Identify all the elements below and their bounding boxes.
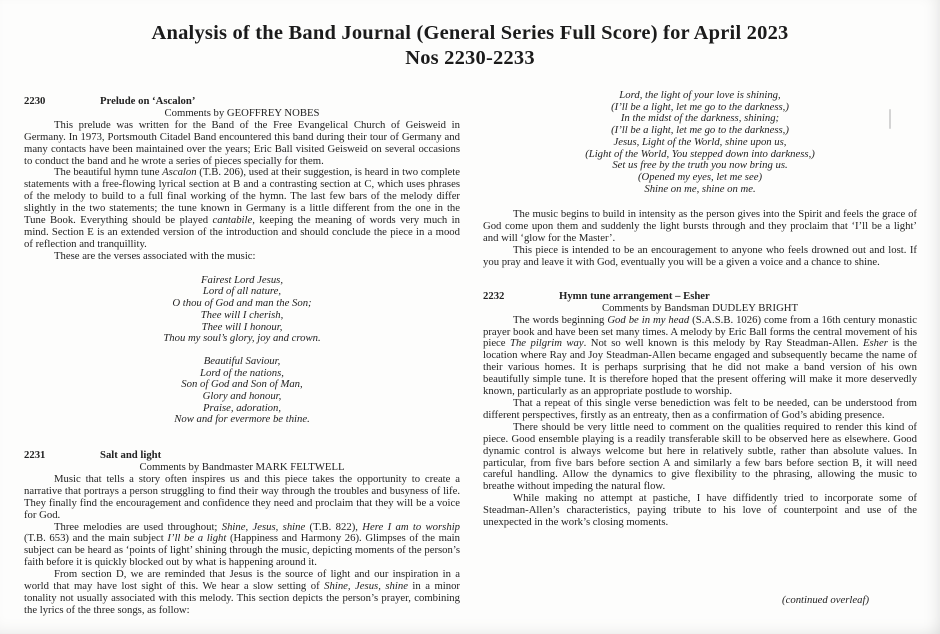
verse-line: In the midst of the darkness, shining;	[620, 112, 780, 125]
column-left	[24, 96, 460, 617]
verse-block-beautiful-saviour	[24, 356, 460, 426]
text-run: Esher	[862, 337, 888, 350]
verse-line: (I’ll be a light, let me go to the darkness,)	[611, 100, 789, 113]
text-run: (T.B. 206), used at their suggestion, is heard in two complete statements with a free-flowing lyrical section at B and a contrasting section at C, which uses phrases of the melody to build to a full final working of the hymn. The last few bars of the melody differ slightly in the two statements; the tune known in Germany is a little different from the one in the Tune Book. Everything should be played	[24, 166, 460, 227]
paragraph	[483, 493, 917, 529]
section-2232-number: 2232	[483, 289, 505, 302]
paragraph	[24, 251, 460, 263]
text-run: (T.B. 653) and the main subject	[24, 532, 168, 545]
text-run: Shine, Jesus, shine	[221, 520, 306, 533]
verse-line: Thee will I cherish,	[200, 308, 284, 321]
verse-line: Jesus, Light of the World, shine upon us,	[613, 135, 787, 148]
paragraph	[483, 422, 917, 493]
text-run: The words beginning	[513, 313, 608, 326]
title-line-1: Analysis of the Band Journal (General Series Full Score) for April 2023	[151, 22, 789, 44]
section-2230-byline: Comments by GEOFFREY NOBES	[164, 106, 320, 119]
section-2232-title: Hymn tune arrangement – Esher	[559, 289, 710, 302]
verse-block-fairest-lord-jesus	[24, 275, 460, 345]
verse-line: (Opened my eyes, let me see)	[637, 170, 763, 183]
verse-line: Shine on me, shine on me.	[644, 182, 756, 195]
section-2230-number: 2230	[24, 95, 46, 107]
paragraph	[24, 474, 460, 522]
text-run: in a minor tonality not usually associated with this melody. This section depicts the person’s prayer, combining the lyrics of the three songs, as follow:	[24, 580, 460, 616]
text-run: There should be very little need to comment on the qualities required to render this kind of piece. Good ensemble playing is a readily transferable skill to be observed here as elsewhere. Good dynamic control is always welcome but here in relatively subtle, rather than absolute values. In particular, from five bars before section A and similarly a few bars before section B, it will need careful handling. Allow the dynamics to give flexibility to the phrasing, allowing the music to breathe without impeding the natural flow.	[483, 420, 917, 493]
paragraph	[483, 209, 917, 245]
text-run: Here I am to worship	[362, 520, 461, 533]
verse-line: O thou of God and man the Son;	[172, 297, 312, 310]
text-run: While making no attempt at pastiche, I have diffidently tried to incorporate some of Steadman-Allen’s characteristics, paying tribute to his love of counterpoint and use of the unexpected in the work’s closing moments.	[483, 492, 917, 529]
continued-note: (continued overleaf)	[782, 594, 869, 606]
text-run: (T.B. 822),	[305, 520, 363, 533]
text-run: These are the verses associated with the music:	[54, 249, 256, 262]
verse-line: Beautiful Saviour,	[203, 354, 281, 367]
text-run: The music begins to build in intensity as the person gives into the Spirit and feels the grace of God come upon them and suddenly the light bursts through and they proclaim that ‘I’ll be a light’ and will ‘glow for the Master’.	[483, 208, 917, 245]
section-2232-byline: Comments by Bandsman DUDLEY BRIGHT	[601, 301, 799, 314]
section-2232-heading	[483, 291, 917, 303]
verse-line: Fairest Lord Jesus,	[200, 273, 284, 286]
text-run: The pilgrim way	[510, 337, 584, 350]
verse-line: Lord, the light of your love is shining,	[619, 89, 781, 101]
text-run: keeping the meaning of words very much in mind. Section E is an extended version of the introduction and should conclude the piece in a mood of reflection and tranquillity.	[24, 214, 460, 250]
verse-line: Glory and honour,	[202, 390, 282, 403]
section-2231-byline: Comments by Bandmaster MARK FELTWELL	[139, 461, 345, 474]
paragraph	[24, 569, 460, 617]
verse-line: Thou my soul’s glory, joy and crown.	[163, 332, 321, 345]
verse-line: Thee will I honour,	[201, 320, 283, 333]
verse-block-prayer	[483, 90, 917, 195]
paragraph	[24, 120, 460, 168]
section-2231-number: 2231	[24, 449, 46, 462]
text-run: (S.A.S.B. 1026) come from a 16th century monastic prayer book and have been set many times. A melody by Eric Ball forms the central movement of his piece	[483, 313, 917, 350]
verse-line: Lord of all nature,	[202, 285, 282, 298]
text-run: From section D, we are reminded that Jesus is the source of light and our inspiration in a world that may have lost sight of this. We hear a slow setting of	[24, 568, 460, 593]
verse-line: (I’ll be a light, let me go to the darkness,)	[611, 124, 789, 137]
verse-line: Set us free by the truth you now bring us.	[612, 159, 788, 172]
text-run: is the location where Ray and Joy Steadman-Allen became engaged and subsequently became the name of their various homes. It is perhaps surprising that he did not make a band version of his own beautifully simple tune. It is therefore hoped that the present offering will make it more deservedly known, particularly as an appropriate postlude to worship.	[483, 337, 917, 398]
paragraph	[483, 315, 917, 398]
text-run: This piece is intended to be an encouragement to anyone who feels drowned out and lost. If you pray and leave it with God, eventually you will be a given a voice and a chance to shine.	[483, 244, 917, 268]
verse-line: Praise, adoration,	[202, 401, 282, 414]
paragraph	[483, 245, 917, 269]
paragraph	[24, 522, 460, 570]
text-run: Shine, Jesus, shine	[324, 580, 408, 593]
text-run: (Happiness and Harmony 26). Glimpses of the main subject can be heard as ‘points of light’ shining through the music, depicting moments of the person’s faith before it is quickly blocked out by what is happening around it.	[24, 532, 460, 569]
text-run: I’ll be a light	[167, 532, 227, 545]
text-run: The beautiful hymn tune	[54, 166, 163, 179]
verse-line: Now and for evermore be thine.	[174, 413, 310, 426]
text-run: Ascalon	[162, 166, 197, 179]
verse-line: Son of God and Son of Man,	[181, 378, 303, 391]
text-run: That a repeat of this single verse benediction was felt to be needed, can be understood from different perspectives, firstly as an entreaty, then as a confirmation of God’s abiding presence.	[483, 397, 917, 421]
text-run: God be in my head	[607, 313, 690, 326]
text-run: Three melodies are used throughout;	[54, 520, 222, 533]
section-2231-title: Salt and light	[100, 449, 162, 462]
title-line-2: Nos 2230-2233	[405, 47, 535, 69]
verse-line: Lord of the nations,	[200, 366, 284, 379]
verse-line: (Light of the World, You stepped down into darkness,)	[585, 147, 815, 160]
text-run: . Not so well known is this melody by Ray Steadman-Allen.	[583, 337, 863, 350]
column-right	[483, 90, 917, 529]
text-run: cantabile,	[212, 214, 255, 227]
text-run: Music that tells a story often inspires us and this piece takes the opportunity to create a narrative that portrays a person struggling to find their way through the troubles and busyness of life. They finally find the encouragement and confidence they need and proclaim that they will be a voice for God.	[24, 472, 460, 521]
text-run: This prelude was written for the Band of the Free Evangelical Church of Geisweid in Germany. In 1973, Portsmouth Citadel Band encountered this band during their tour of Germany and many contacts have been maintained over the years; Eric Ball visited Geisweid on several occasions to conduct the band and he wrote a series of pieces specially for them.	[24, 118, 460, 167]
paragraph	[483, 398, 917, 422]
paragraph	[24, 167, 460, 250]
page-title	[0, 21, 940, 71]
section-2230-title: Prelude on ‘Ascalon’	[100, 95, 196, 107]
